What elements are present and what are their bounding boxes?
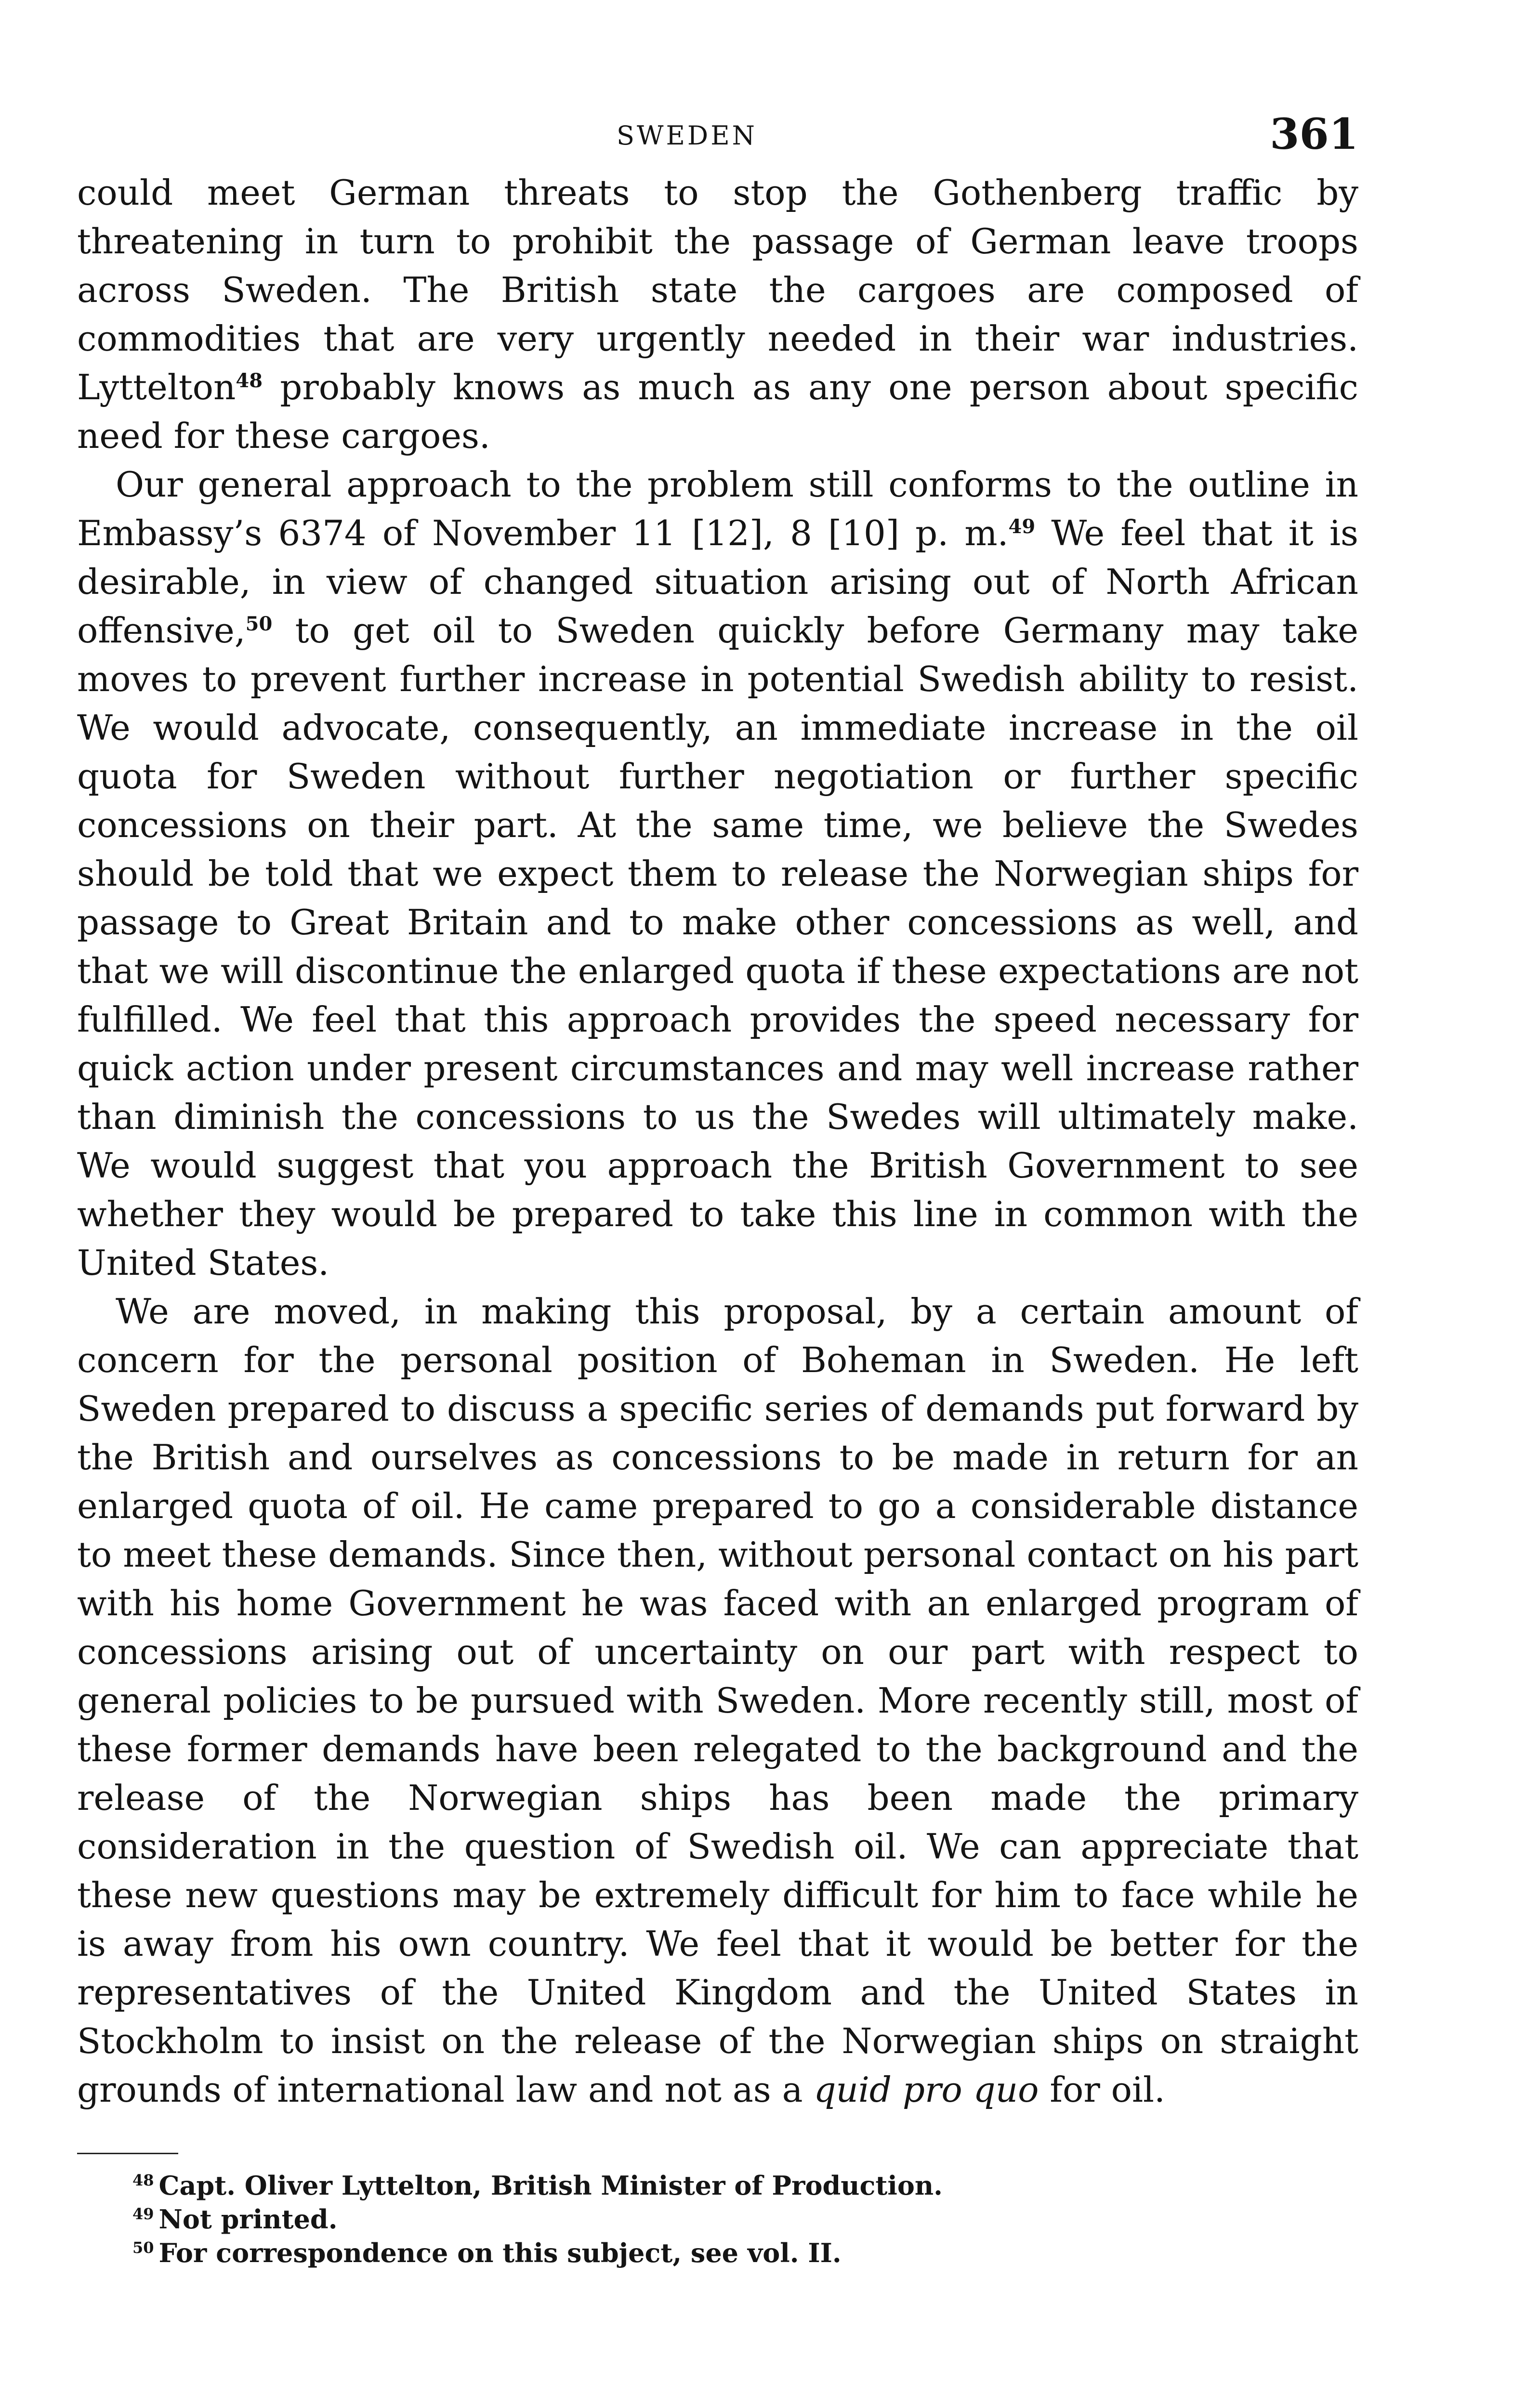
paragraph-3 xyxy=(77,1287,1358,2114)
footnote-48 xyxy=(77,2169,1358,2202)
footnote-number: 50 xyxy=(132,2238,154,2257)
paragraph-2 xyxy=(77,460,1358,1287)
footnote-ref-48: 48 xyxy=(236,369,263,392)
paragraph-2-text-a: Our general approach to the problem still conforms to the outline in Embassy’s 6374 of November 11 [12], 8 [10] p. m. xyxy=(77,464,1358,553)
footnote-number: 49 xyxy=(132,2205,154,2223)
paragraph-2-text-b: We feel that it is desirable, in view of changed situation arising out of North African offensive, xyxy=(77,513,1358,651)
running-head xyxy=(77,106,1358,169)
footnote-text: For correspondence on this subject, see vol. II. xyxy=(158,2238,842,2268)
running-title: SWEDEN xyxy=(617,120,757,151)
latin-phrase: quid pro quo xyxy=(814,2069,1039,2110)
footnote-50 xyxy=(77,2236,1358,2270)
footnote-text: Capt. Oliver Lyttelton, British Minister of Production. xyxy=(158,2170,943,2201)
paragraph-2-text-c: to get oil to Sweden quickly before Germany may take moves to prevent further increase in potential Swedish ability to resist. We would advocate, consequently, an immediate increase in the oil quota for Sweden without further negotiation or further specific concessions on their part. At the same time, we believe the Swedes should be told that we expect them to release the Norwegian ships for passage to Great Britain and to make other concessions as well, and that we will discontinue the enlarged quota if these expectations are not fulfilled. We feel that this approach provides the speed necessary for quick action under present circumstances and may well increase rather than diminish the concessions to us the Swedes will ultimately make. We would suggest that you approach the British Government to see whether they would be prepared to take this line in common with the United States. xyxy=(77,610,1358,1283)
paragraph-1-text-a: could meet German threats to stop the Gothenberg traffic by threatening in turn to prohibit the passage of German leave troops across Sweden. The British state the cargoes are composed of commodities that are very urgently needed in their war industries. Lyttelton xyxy=(77,172,1358,407)
page-number: 361 xyxy=(1270,109,1358,159)
footnotes xyxy=(77,2169,1358,2270)
footnote-divider xyxy=(77,2153,178,2154)
footnote-number: 48 xyxy=(132,2171,154,2189)
footnote-49 xyxy=(77,2202,1358,2236)
paragraph-3-text-b: for oil. xyxy=(1039,2069,1165,2110)
paragraph-1 xyxy=(77,169,1358,460)
document-page xyxy=(77,106,1358,2270)
paragraph-3-text-a: We are moved, in making this proposal, by a certain amount of concern for the personal position of Boheman in Sweden. He left Sweden prepared to discuss a specific series of demands put forward by the British and ourselves as concessions to be made in return for an enlarged quota of oil. He came prepared to go a considerable distance to meet these demands. Since then, without personal contact on his part with his home Government he was faced with an enlarged program of concessions arising out of uncertainty on our part with respect to general policies to be pursued with Sweden. More recently still, most of these former demands have been relegated to the background and the release of the Norwegian ships has been made the primary consideration in the question of Swedish oil. We can appreciate that these new questions may be extremely difficult for him to face while he is away from his own country. We feel that it would be better for the representatives of the United Kingdom and the United States in Stockholm to insist on the release of the Norwegian ships on straight grounds of international law and not as a xyxy=(77,1291,1358,2110)
footnote-text: Not printed. xyxy=(158,2204,338,2235)
paragraph-1-text-b: probably knows as much as any one person about specific need for these cargoes. xyxy=(77,367,1358,456)
footnote-ref-49: 49 xyxy=(1008,515,1036,538)
footnote-ref-50: 50 xyxy=(245,613,273,635)
body-text xyxy=(77,169,1358,2114)
